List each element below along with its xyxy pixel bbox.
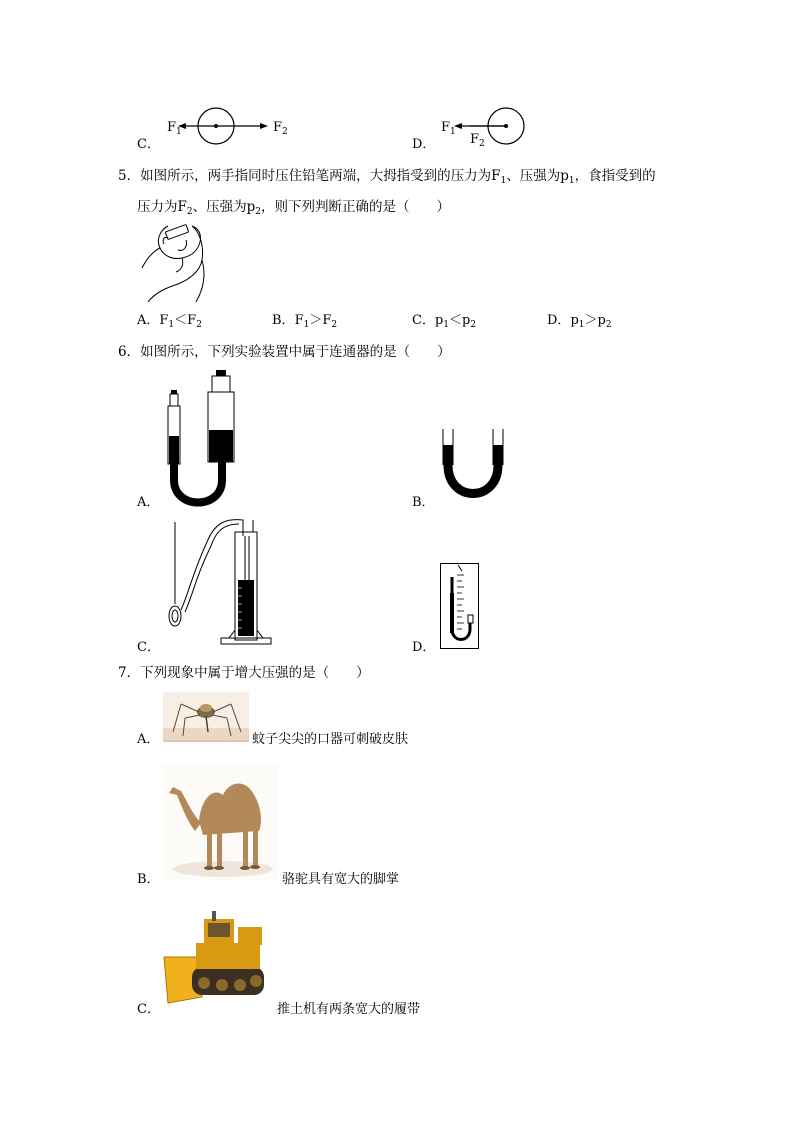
q5-hand-pencil-image: [138, 222, 213, 304]
q6-option-d-label[interactable]: D．: [412, 640, 436, 655]
q5-stem-line1: 5．如图所示，两手指同时压住铅笔两端，大拇指受到的压力为$F_1$、压强为$p_1$，食指受到的: [118, 168, 656, 186]
q5-option-d[interactable]: D．$p_1>p_2$: [547, 313, 612, 330]
q4-d-f1-label: $F_1$: [441, 120, 456, 137]
q7-option-a-label[interactable]: A．: [137, 732, 160, 747]
q7-option-c-bulldozer-image: [162, 905, 272, 1005]
q5-option-c[interactable]: C．$p_1<p_2$: [412, 313, 477, 330]
q6-option-d-image: [440, 563, 480, 650]
q6-option-b-label[interactable]: B．: [412, 495, 435, 510]
q7-option-a-mosquito-image: [163, 692, 249, 742]
q4-c-f1-label: $F_1$: [167, 120, 182, 137]
q7-stem: 7．下列现象中属于增大压强的是（ ）: [118, 665, 370, 681]
q4-option-d-label[interactable]: D．: [412, 137, 436, 152]
q7-option-b-camel-image: [163, 765, 278, 880]
q7-option-a-text: 蚊子尖尖的口器可刺破皮肤: [252, 732, 409, 747]
q6-option-c-image: [163, 512, 278, 647]
q7-option-c-label[interactable]: C．: [137, 1002, 160, 1017]
q6-option-b-image: [438, 425, 508, 505]
q4-option-c-label[interactable]: C．: [137, 137, 160, 152]
q4-c-f2-label: $F_2$: [273, 120, 288, 137]
q7-option-c-text: 推土机有两条宽大的履带: [277, 1002, 421, 1017]
q7-option-b-label[interactable]: B．: [137, 872, 160, 887]
q5-option-b[interactable]: B．$F_1>F_2$: [272, 313, 338, 330]
q4-d-f2-label: $F_2$: [470, 132, 485, 149]
q6-option-c-label[interactable]: C．: [137, 640, 160, 655]
q7-option-b-text: 骆驼具有宽大的脚掌: [282, 872, 400, 887]
q5-stem-line2: 压力为$F_2$、压强为$p_2$，则下列判断正确的是（ ）: [137, 199, 450, 217]
q6-option-a-image: [160, 370, 260, 505]
q6-stem: 6．如图所示，下列实验装置中属于连通器的是（ ）: [118, 344, 451, 360]
q5-option-a[interactable]: A．$F_1<F_2$: [137, 313, 202, 330]
q6-option-a-label[interactable]: A．: [137, 495, 160, 510]
